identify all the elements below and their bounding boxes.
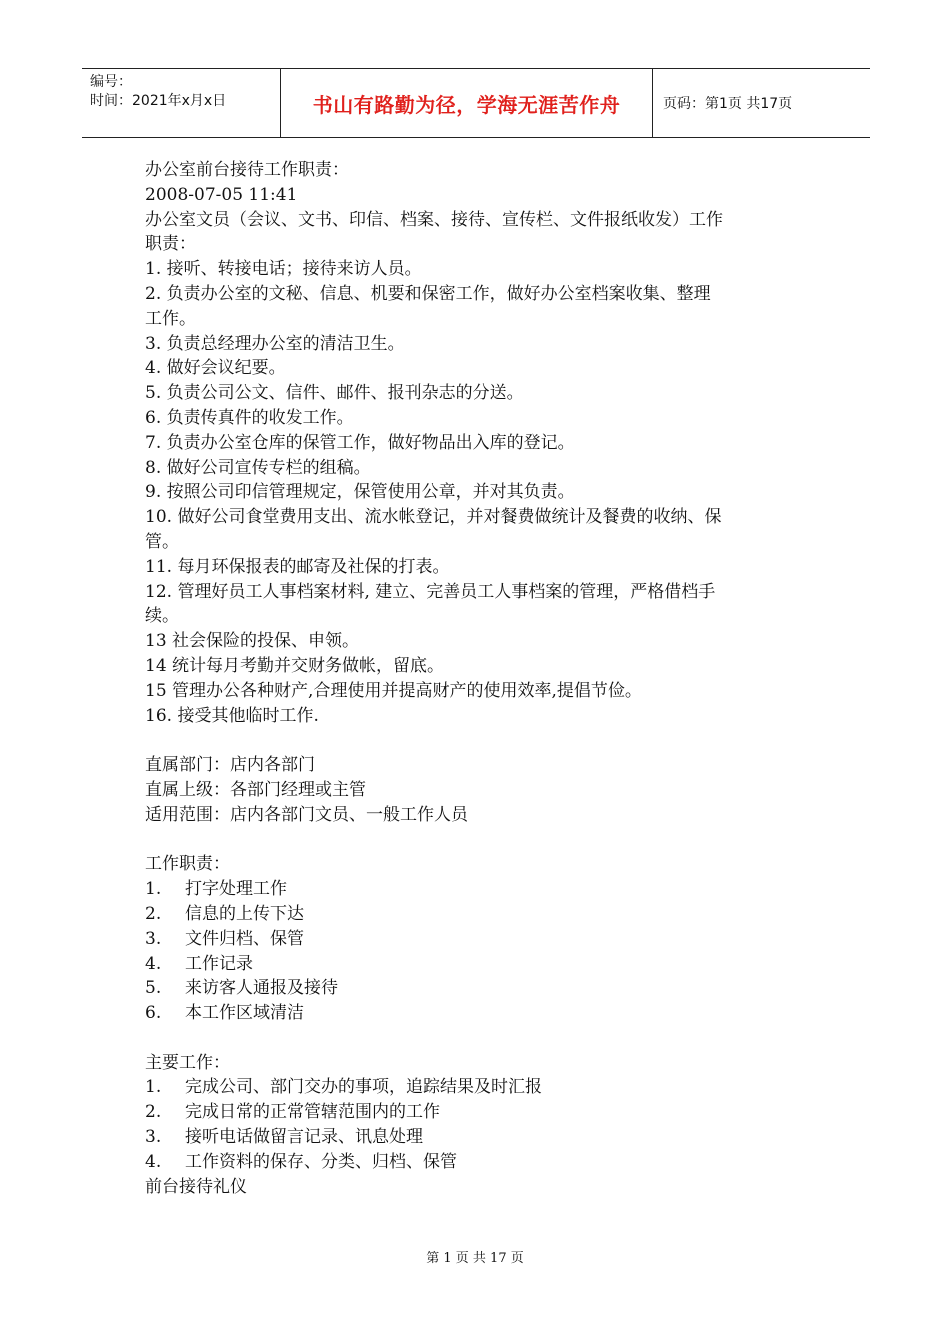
duty-line: 10. 做好公司食堂费用支出、流水帐登记，并对餐费做统计及餐费的收纳、保: [145, 507, 722, 528]
item-text: 完成公司、部门交办的事项，追踪结果及时汇报: [185, 1077, 542, 1098]
duty-line: 3. 负责总经理办公室的清洁卫生。: [145, 333, 405, 354]
responsibility-item: [145, 976, 815, 1001]
duty-line: 6. 负责传真件的收发工作。: [145, 407, 354, 428]
item-number: 2.: [145, 1102, 162, 1123]
duty-line: 11. 每月环保报表的邮寄及社保的打表。: [145, 556, 450, 577]
duty-line: 5. 负责公司公文、信件、邮件、报刊杂志的分送。: [145, 383, 524, 404]
item-text: 工作记录: [185, 953, 253, 974]
responsibility-item: [145, 952, 815, 977]
main-work-item: [145, 1100, 815, 1125]
intro-line-2: 职责：: [145, 234, 196, 255]
main-work-item: [145, 1150, 815, 1175]
responsibility-item: [145, 1001, 815, 1026]
scope-line: 适用范围：店内各部门文员、一般工作人员: [145, 804, 468, 825]
document-number-label: 编号：: [90, 74, 132, 90]
item-number: 1.: [145, 1077, 162, 1098]
duty-line: 14 统计每月考勤并交财务做帐，留底。: [145, 655, 445, 676]
item-number: 6.: [145, 1003, 162, 1024]
duty-line: 8. 做好公司宣传专栏的组稿。: [145, 457, 371, 478]
responsibility-item: [145, 877, 815, 902]
header-left-cell: [82, 69, 281, 137]
duty-line: 13 社会保险的投保、申领。: [145, 631, 360, 652]
document-title: 办公室前台接待工作职责：: [145, 160, 349, 180]
header-motto: 书山有路勤为径，学海无涯苦作舟: [281, 69, 653, 137]
item-number: 3.: [145, 1127, 162, 1148]
etiquette-heading: 前台接待礼仪: [145, 1176, 247, 1197]
item-number: 2.: [145, 903, 162, 924]
duty-line: 工作。: [145, 308, 196, 329]
item-number: 4.: [145, 1151, 162, 1172]
main-work-item: [145, 1075, 815, 1100]
duty-line: 1. 接听、转接电话；接待来访人员。: [145, 259, 422, 280]
item-number: 4.: [145, 953, 162, 974]
duty-line: 续。: [145, 606, 179, 627]
duty-line: 9. 按照公司印信管理规定，保管使用公章，并对其负责。: [145, 482, 575, 503]
main-work-item: [145, 1125, 815, 1150]
duty-line: 12. 管理好员工人事档案材料, 建立、完善员工人事档案的管理，严格借档手: [145, 581, 716, 602]
header-page-info: 页码：第1页 共17页: [663, 96, 793, 112]
item-text: 来访客人通报及接待: [185, 978, 338, 999]
item-text: 本工作区域清洁: [185, 1003, 304, 1024]
header-table: [82, 68, 870, 138]
duty-line: 4. 做好会议纪要。: [145, 358, 286, 379]
item-number: 1.: [145, 879, 162, 900]
responsibility-item: [145, 927, 815, 952]
superior-line: 直属上级：各部门经理或主管: [145, 779, 366, 800]
document-body: [145, 158, 815, 1199]
document-datetime: 2008-07-05 11:41: [145, 184, 298, 205]
spacer: [145, 1026, 815, 1051]
intro-line-1: 办公室文员（会议、文书、印信、档案、接待、宣传栏、文件报纸收发）工作: [145, 209, 723, 230]
responsibilities-heading: 工作职责：: [145, 854, 230, 875]
item-text: 文件归档、保管: [185, 928, 304, 949]
item-text: 信息的上传下达: [185, 903, 304, 924]
item-text: 完成日常的正常管辖范围内的工作: [185, 1102, 440, 1123]
duty-line: 16. 接受其他临时工作.: [145, 705, 319, 726]
spacer: [145, 728, 815, 753]
duty-line: 7. 负责办公室仓库的保管工作，做好物品出入库的登记。: [145, 432, 575, 453]
duty-line: 2. 负责办公室的文秘、信息、机要和保密工作，做好办公室档案收集、整理: [145, 283, 711, 304]
item-number: 5.: [145, 978, 162, 999]
duty-line: 管。: [145, 531, 179, 552]
main-work-heading: 主要工作：: [145, 1052, 230, 1073]
department-line: 直属部门：店内各部门: [145, 755, 315, 776]
item-text: 打字处理工作: [185, 879, 287, 900]
document-date-label: 时间：2021年x月x日: [90, 93, 227, 109]
responsibility-item: [145, 902, 815, 927]
item-text: 接听电话做留言记录、讯息处理: [185, 1127, 423, 1148]
page-footer: 第 1 页 共 17 页: [426, 1251, 524, 1266]
item-number: 3.: [145, 928, 162, 949]
duty-line: 15 管理办公各种财产,合理使用并提高财产的使用效率,提倡节俭。: [145, 680, 642, 701]
item-text: 工作资料的保存、分类、归档、保管: [185, 1151, 457, 1172]
spacer: [145, 828, 815, 853]
